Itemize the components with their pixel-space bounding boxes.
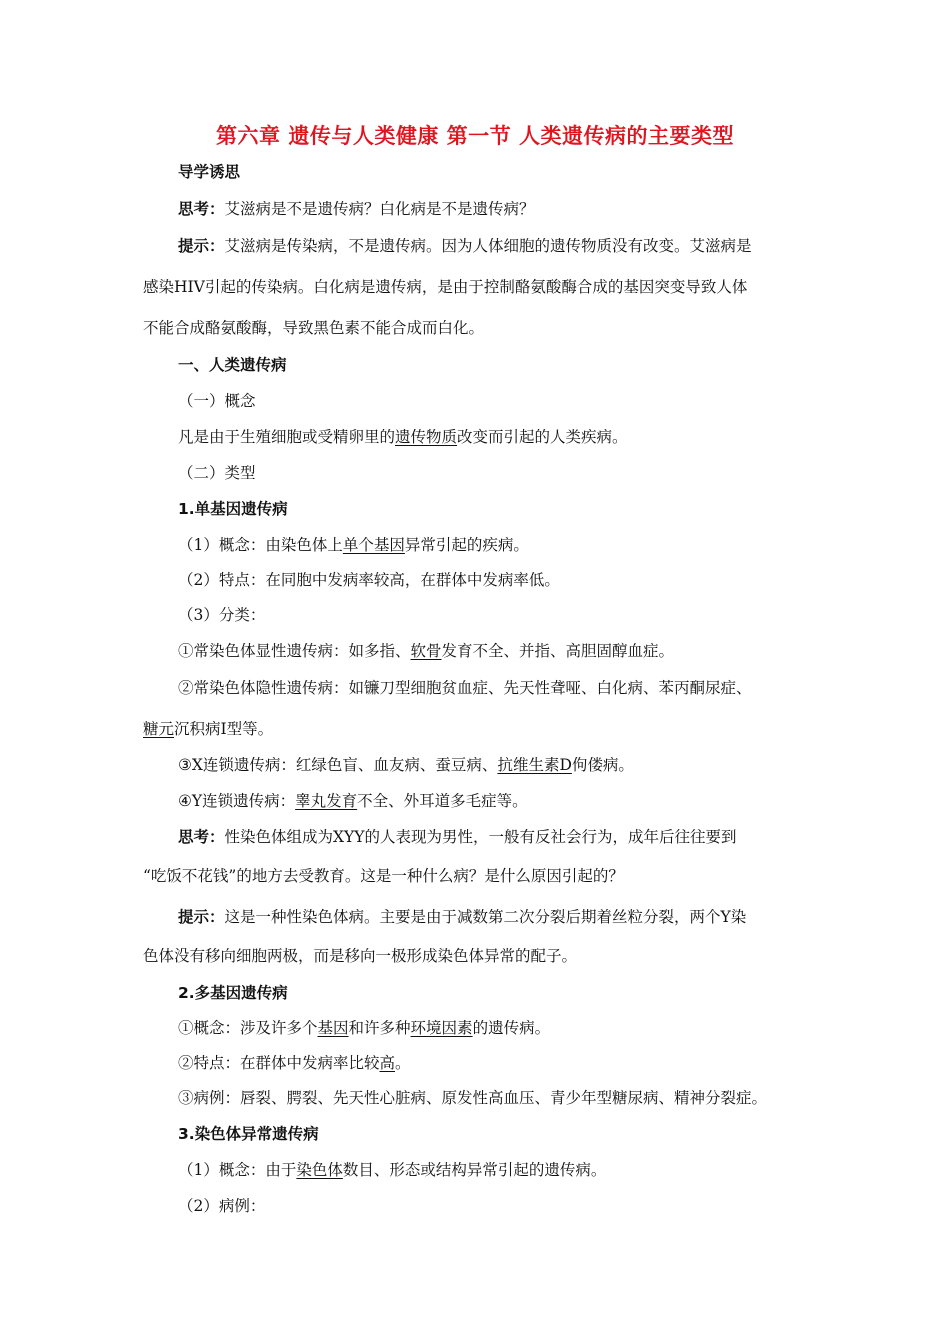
text-span: ④Y连锁遗传病： (178, 792, 296, 810)
hint-line-1 (178, 236, 752, 256)
text-span: 和许多种 (348, 1019, 411, 1037)
hint-line-2: 感染HIV引起的传染病。白化病是遗传病，是由于控制酪氨酸酶合成的基因突变导致人体 (143, 278, 748, 296)
text-span: 发育不全、并指、高胆固醇血症。 (441, 642, 675, 660)
multi-concept (178, 1018, 550, 1038)
text-span: 的遗传病。 (472, 1019, 551, 1037)
autosomal-recessive-cont (143, 719, 273, 739)
text-span: 沉积病Ⅰ型等。 (174, 720, 274, 738)
section-heading: 一、人类遗传病 (178, 356, 287, 374)
text-span: 。 (395, 1054, 411, 1072)
page-title: 第六章 遗传与人类健康 第一节 人类遗传病的主要类型 (216, 124, 734, 148)
underlined-term: 基因 (317, 1019, 349, 1037)
think-text: 性染色体组成为XYY的人表现为男性，一般有反社会行为，成年后往往要到 (224, 828, 737, 846)
single-classify: （3）分类： (178, 606, 266, 624)
x-linked (178, 755, 634, 775)
think-label: 思考： (178, 828, 225, 846)
single-concept (178, 535, 529, 555)
text-span: ②特点：在群体中发病率比较 (178, 1054, 380, 1072)
multi-feature (178, 1053, 411, 1073)
text-span: ③X连锁遗传病：红绿色盲、血友病、蚕豆病、 (178, 756, 498, 774)
underlined-term: 高 (379, 1054, 396, 1072)
text-span: ①常染色体显性遗传病：如多指、 (178, 642, 411, 660)
autosomal-recessive: ②常染色体隐性遗传病：如镰刀型细胞贫血症、先天性聋哑、白化病、苯丙酮尿症、 (178, 679, 752, 697)
text-span: （1）概念：由染色体上 (178, 536, 343, 554)
chromosome-concept (178, 1160, 606, 1180)
underlined-term: 抗维生素D (497, 756, 572, 774)
text-span: ①概念：涉及许多个 (178, 1019, 318, 1037)
type-label: （二）类型 (178, 464, 256, 482)
single-gene-heading: 1.单基因遗传病 (178, 500, 288, 518)
text-span: （1）概念：由于 (178, 1161, 297, 1179)
underlined-term: 遗传物质 (395, 428, 458, 446)
chromosome-heading: 3.染色体异常遗传病 (178, 1125, 319, 1143)
think-paragraph-1 (178, 199, 535, 219)
underlined-term: 软骨 (410, 642, 442, 660)
text-span: 数目、形态或结构异常引起的遗传病。 (342, 1161, 607, 1179)
think-label: 思考： (178, 200, 225, 218)
hint-label: 提示： (178, 237, 225, 255)
y-linked (178, 791, 528, 811)
multi-gene-heading: 2.多基因遗传病 (178, 984, 288, 1002)
hint-paragraph-2 (178, 907, 746, 927)
underlined-term: 单个基因 (342, 536, 405, 554)
underlined-term: 环境因素 (410, 1019, 473, 1037)
guide-heading: 导学诱思 (178, 163, 241, 181)
multi-examples: ③病例：唇裂、腭裂、先天性心脏病、原发性高血压、青少年型糖尿病、精神分裂症。 (178, 1089, 768, 1107)
hint-label: 提示： (178, 908, 225, 926)
think-paragraph-2 (178, 827, 737, 847)
hint-text: 这是一种性染色体病。主要是由于减数第二次分裂后期着丝粒分裂，两个Y染 (224, 908, 747, 926)
underlined-term: 染色体 (296, 1161, 343, 1179)
think-line-2: “吃饭不花钱”的地方去受教育。这是一种什么病？是什么原因引起的？ (143, 867, 624, 885)
think-text: 艾滋病是不是遗传病？白化病是不是遗传病？ (224, 200, 535, 218)
hint-line-3: 不能合成酪氨酸酶，导致黑色素不能合成而白化。 (143, 319, 485, 337)
underlined-term: 糖元 (143, 720, 175, 738)
hint-line-2b: 色体没有移向细胞两极，而是移向一极形成染色体异常的配子。 (143, 947, 578, 965)
single-feature: （2）特点：在同胞中发病率较高，在群体中发病率低。 (178, 571, 560, 589)
autosomal-dominant (178, 641, 674, 661)
text-span: 改变而引起的人类疾病。 (457, 428, 628, 446)
hint-text: 艾滋病是传染病，不是遗传病。因为人体细胞的遗传物质没有改变。艾滋病是 (224, 237, 752, 255)
chromosome-examples: （2）病例： (178, 1197, 266, 1215)
underlined-term: 睾丸发育 (295, 792, 358, 810)
concept-text (178, 427, 628, 447)
text-span: 异常引起的疾病。 (404, 536, 529, 554)
concept-label: （一）概念 (178, 392, 256, 410)
text-span: 凡是由于生殖细胞或受精卵里的 (178, 428, 396, 446)
text-span: 不全、外耳道多毛症等。 (357, 792, 528, 810)
text-span: 佝偻病。 (571, 756, 634, 774)
